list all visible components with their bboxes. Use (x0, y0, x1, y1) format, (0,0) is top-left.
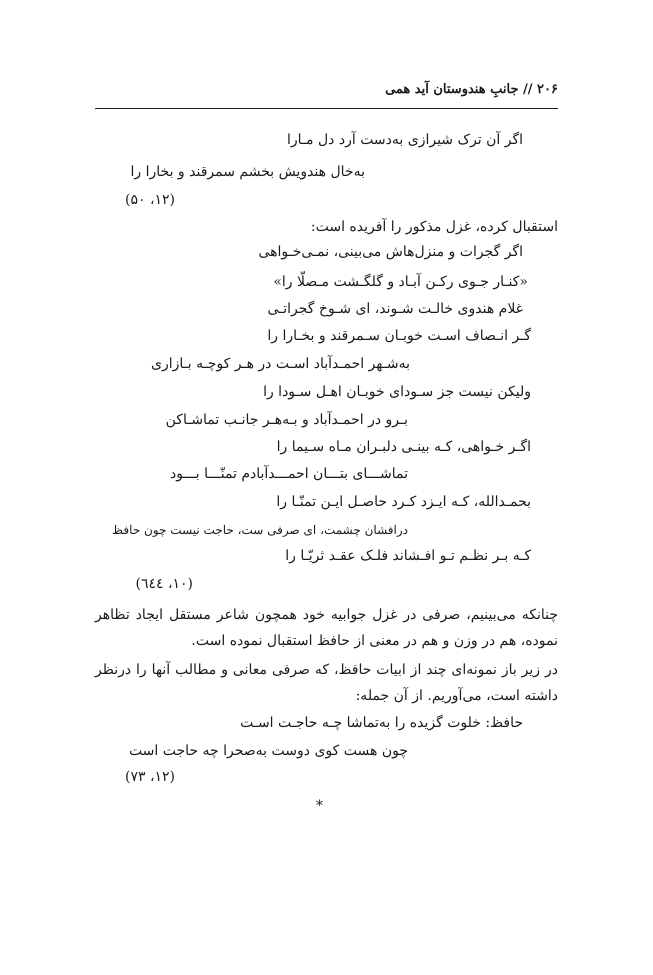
paragraph1-line2: نموده، هم در وزن و هم در معنی از حافظ استقبال نموده است. (191, 633, 558, 649)
poem1-line2: به‌خال هندویش بخشم سمرقند و بخارا را (130, 164, 365, 180)
intro-line: استقبال کرده، غزل مذکور را آفریده است: (310, 219, 558, 235)
section-separator: * (316, 798, 323, 814)
paragraph2-line2: داشته است، می‌آوریم. از آن جمله: (355, 688, 558, 704)
poem2-line4: گـر انـصاف اسـت خوبـان سـمرقند و بخـارا را (267, 328, 531, 344)
poem2-line6: ولیکن نیست جز سـودای خوبـان اهـل سـودا را (263, 384, 531, 400)
header-rule (95, 108, 558, 109)
poem1-reference: (۱۲، ۵۰) (125, 192, 175, 208)
poem2-line2: «کنـار جـوی رکـن آبـاد و گلگـشت مـصلّا را» (273, 274, 528, 290)
poem2-line10: بحمـدالله، کـه ایـزد کـرد حاصـل ایـن تمنّـا را (276, 494, 531, 510)
poem2-line3: غلام هندوی خالـت شـوند، ای شـوخ گجراتـی (267, 301, 523, 317)
running-header: ۲۰۶ // جانبِ هندوستان آید همی (385, 82, 558, 97)
poem3-line2: چون هست کوی دوست به‌صحرا چه حاجت است (128, 743, 408, 759)
paragraph1-line1: چنانکه می‌بینیم، صرفی در غزل جوابیه خود همچون شاعر مستقل ایجاد تظاهر (95, 607, 558, 623)
poem3-line1: حافظ: خلوت گزیده را به‌تماشا چـه حاجـت اسـت (240, 715, 523, 731)
poem2-line8: اگـر خـواهی، کـه بینـی دلبـران مـاه سـیما را (276, 439, 531, 455)
poem2-line9: تماشـــای بتـــان احمـــدآبادم تمنّـــا بـــود (170, 466, 408, 482)
poem2-line12: کـه بـر نظـم تـو افـشاند فلـک عقـد ثریّـا را (285, 548, 531, 564)
paragraph2-line1: در زیر باز نمونه‌ای چند از ابیات حافظ، که صرفی معانی و مطالب آنها را درنظر (95, 662, 558, 678)
poem3-reference: (۱۲، ۷۳) (125, 769, 175, 785)
poem2-line1: اگر گجرات و منزل‌هاش می‌بینی، نمـی‌خـواهی (258, 244, 523, 260)
poem2-line5: به‌شـهر احمـدآباد اسـت در هـر کوچـه بـازاری (151, 356, 410, 372)
poem1-line1: اگر آن ترک شیرازی به‌دست آرد دل مـارا (287, 132, 523, 148)
poem2-reference: (۱۰، ٦٤٤) (135, 576, 193, 592)
poem2-line7: بـرو در احمـدآباد و بـه‌هـر جانـب تماشـاکن (165, 412, 408, 428)
poem2-line11: درافشان چشمت، ای صرفی ست، حاجت نیست چون حافظ (112, 523, 408, 537)
